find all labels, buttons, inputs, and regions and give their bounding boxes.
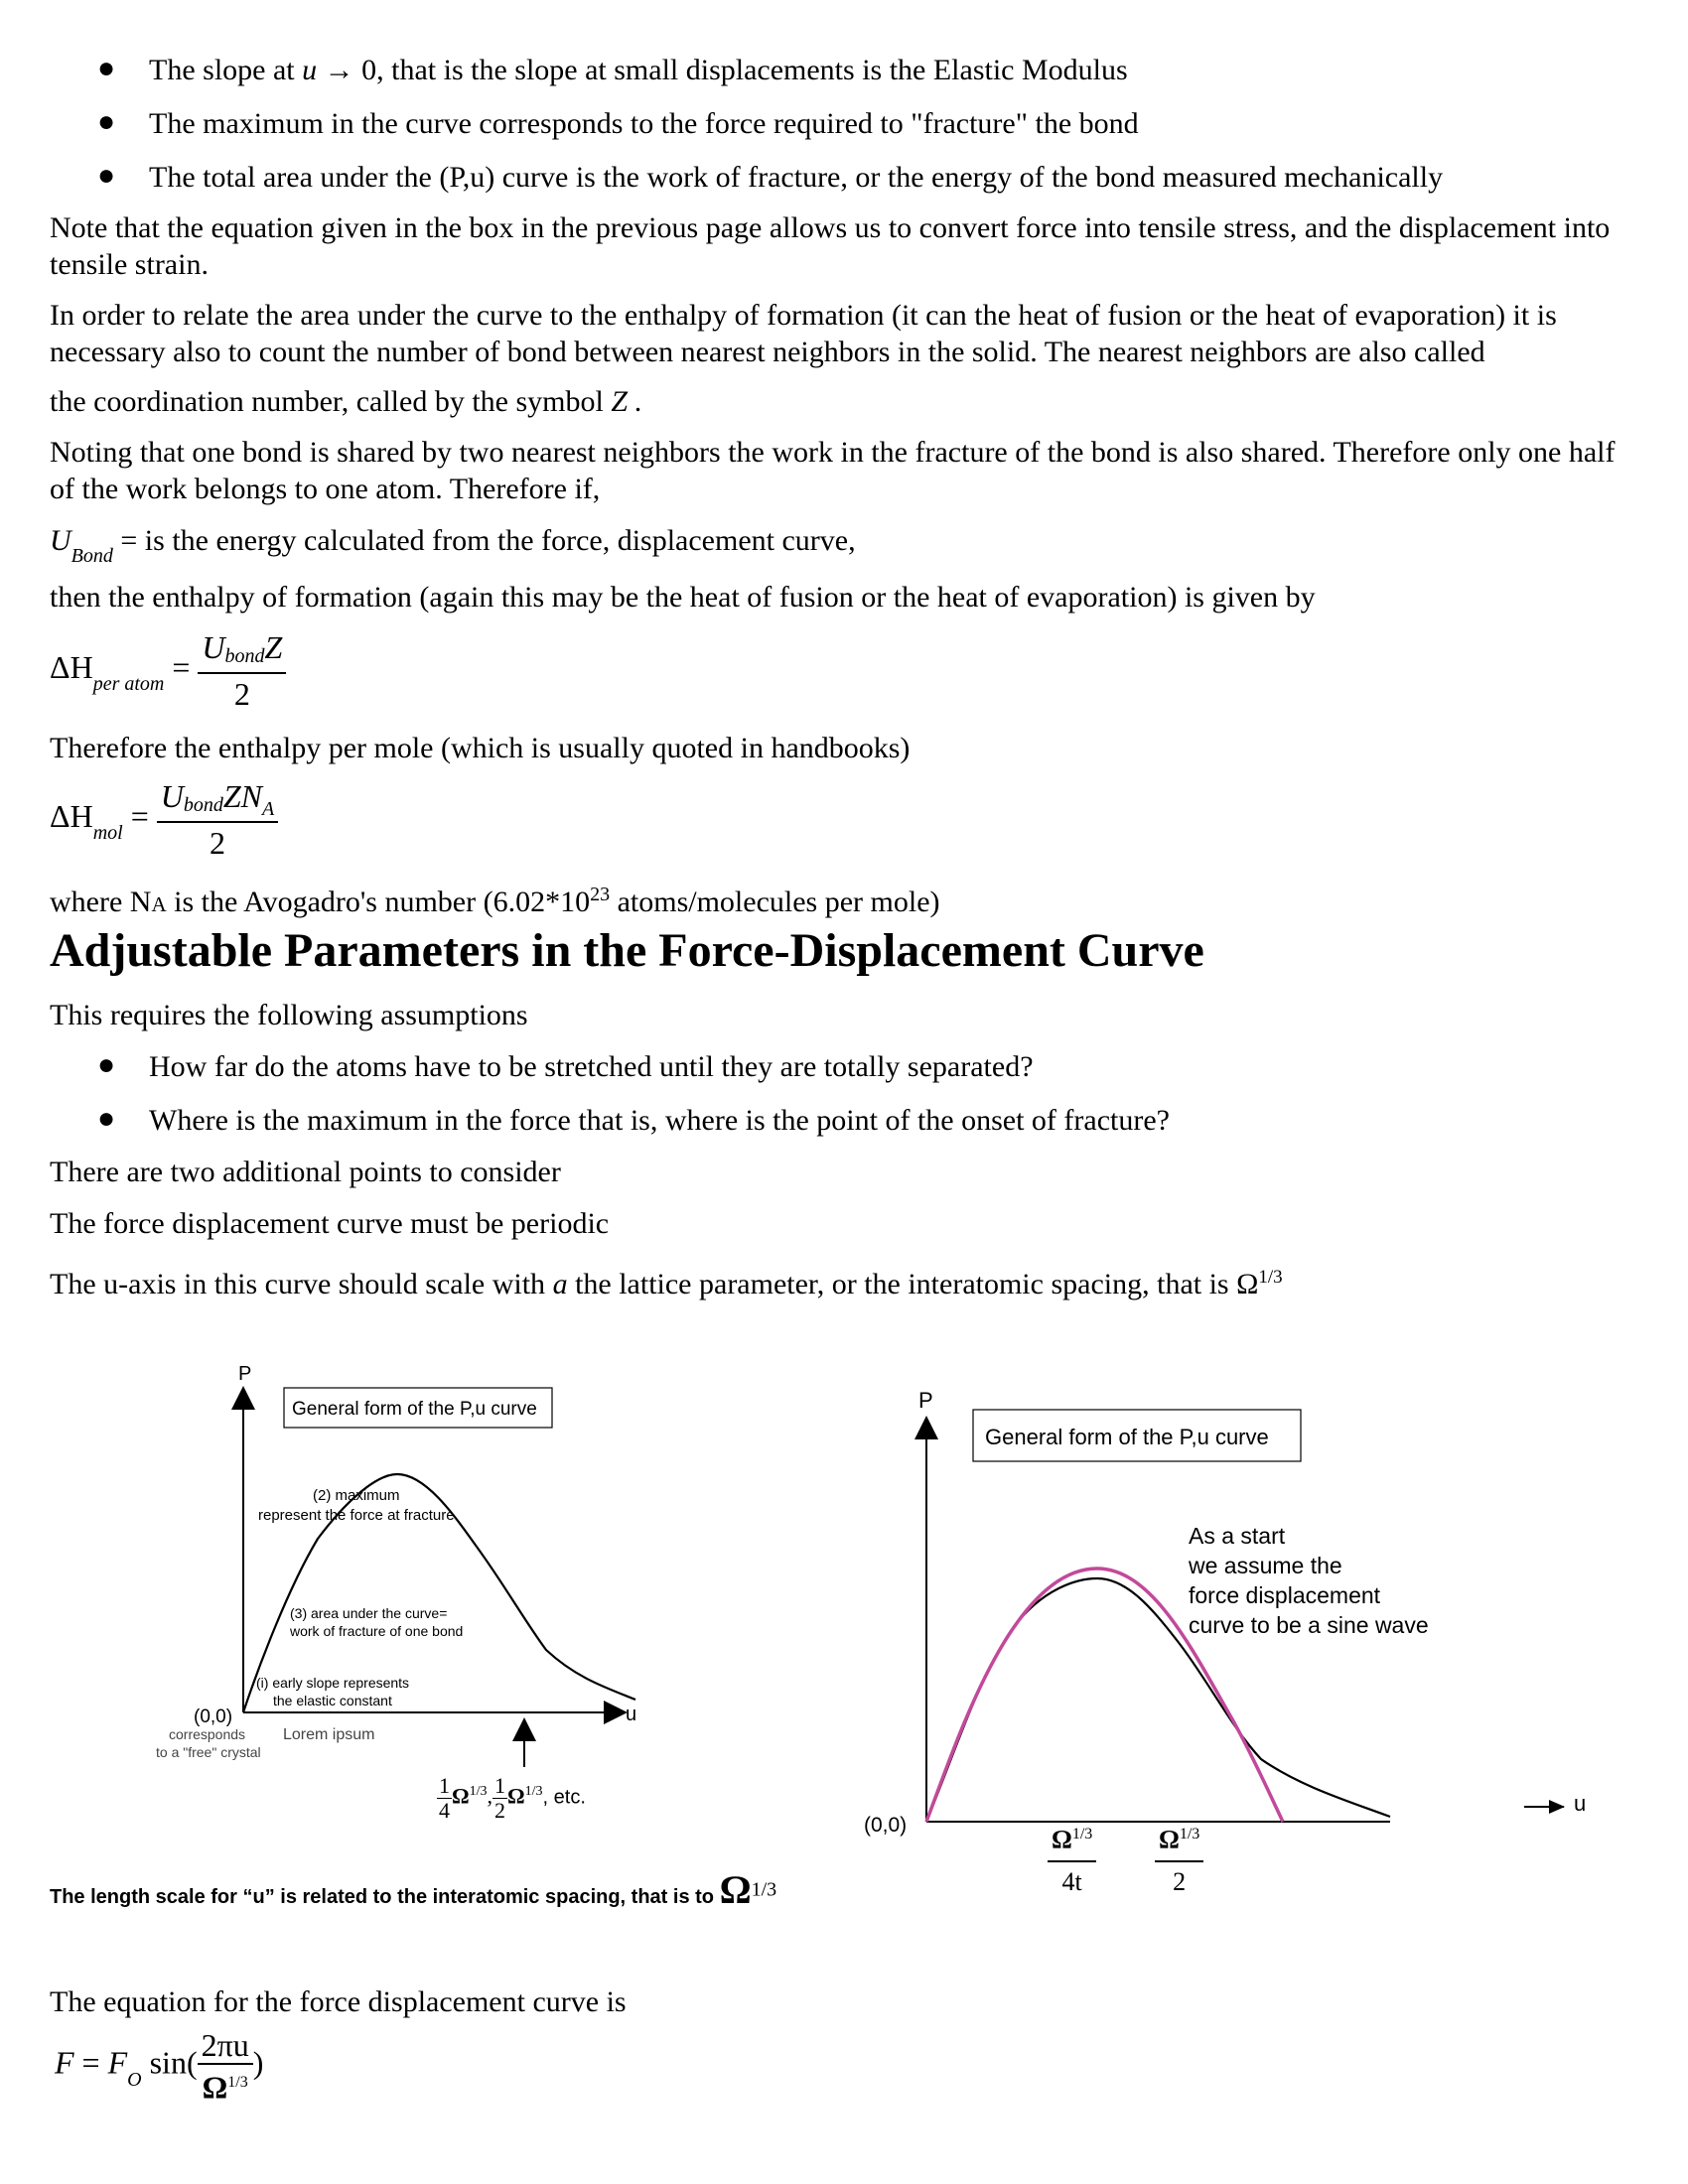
paragraph-noting: Noting that one bond is shared by two nearest neighbors the work in the fracture of the bond is also shared. Therefore only one half of the work belongs to one atom. Therefore if, [50, 436, 1616, 505]
figure-title: General form of the P,u curve [985, 1425, 1269, 1449]
origin-note: corresponds [169, 1726, 246, 1742]
bullet-text: The maximum in the curve corresponds to the force required to "fracture" the bond [149, 107, 1139, 140]
bullet-item [0, 105, 1688, 143]
origin-label: (0,0) [864, 1814, 908, 1837]
bullet-text: The total area under the (P,u) curve is the work of fracture, or the energy of the bond measured mechanically [149, 161, 1444, 194]
bullet-item [0, 1102, 1688, 1140]
bullet-marker: ● [97, 1048, 116, 1081]
ubond-definition: $U_{Bond}$ = is the energy calculated from the force, displacement curve, [50, 524, 856, 567]
tick-label-quarter: $\Omega^{1/3}$ 4t [1048, 1815, 1096, 1902]
annotation-maximum: (2) maximum [313, 1487, 400, 1504]
bullet-item [0, 52, 1688, 89]
avogadro-line: where NA is the Avogadro's number ($6.02*10^{23}$ atoms/molecules per mole) [50, 884, 940, 918]
paragraph-therefore: Therefore the enthalpy per mole (which is usually quoted in handbooks) [50, 732, 911, 764]
paragraph-note: Note that the equation given in the box in the previous page allows us to convert force into tensile stress, and the displacement into tensile strain. [50, 211, 1611, 281]
bullet-marker: ● [97, 159, 116, 192]
bullet-marker: ● [97, 1102, 116, 1135]
bullet-marker: ● [97, 52, 116, 84]
equation-enthalpy-per-mole: $\Delta H_{mol}$ = $\frac{UbondZN_A}{2}$ [50, 776, 278, 863]
figure-title: General form of the P,u curve [292, 1399, 537, 1420]
annotation-area-desc: work of fracture of one bond [290, 1623, 464, 1639]
paragraph-requires: This requires the following assumptions [50, 999, 528, 1031]
note-line: force displacement [1189, 1582, 1381, 1608]
paragraph-order-end: the coordination number, called by the symbol Z . [50, 385, 643, 418]
origin-note-2: to a "free" crystal [156, 1744, 261, 1760]
equation-force-displacement: $F = F_O$ sin( $\frac{2\pi u}{\Omega^{1/3}}$ ) [55, 2027, 264, 2106]
x-axis-arrowhead [1549, 1800, 1565, 1814]
bullet-item [0, 159, 1688, 197]
annotation-slope-desc: the elastic constant [273, 1693, 392, 1708]
paragraph-equation: The equation for the force displacement curve is [50, 1985, 627, 2018]
figure-general-pu-curve [139, 1340, 774, 1767]
note-line: As a start [1189, 1523, 1286, 1549]
annotation-maximum-desc: represent the force at fracture [258, 1507, 455, 1524]
tick-fractions: $\frac{1}{4}$ $\Omega^{1/3}$, $\frac{1}{2}$ $\Omega^{1/3}$, etc. [439, 1773, 586, 1823]
bullet-text: How far do the atoms have to be stretched until they are totally separated? [149, 1050, 1034, 1083]
annotation-area: (3) area under the curve= [290, 1605, 448, 1621]
paragraph-uaxis: The u-axis in this curve should scale with a the lattice parameter, or the interatomic spacing, that is $\Omega^{1/3}$ [50, 1267, 1283, 1300]
annotation-slope: (i) early slope represents [256, 1675, 410, 1691]
bullet-marker: ● [97, 105, 116, 138]
section-heading: Adjustable Parameters in the Force-Displacement Curve [50, 924, 1204, 977]
axis-label-u: u [626, 1704, 637, 1725]
bullet-text: Where is the maximum in the force that is, where is the point of the onset of fracture? [149, 1104, 1170, 1137]
equation-enthalpy-per-atom: $\Delta H_{per atom}$ = $\frac{\text{UbondZ}}{2}$ [50, 627, 286, 714]
paragraph-periodic: The force displacement curve must be periodic [50, 1207, 610, 1240]
paragraph-order: In order to relate the area under the curve to the enthalpy of formation (it can the heat of fusion or the heat of evaporation) it is necessary also to count the number of bond between nearest neighbors in the solid. The nearest neighbors are also called [50, 299, 1557, 368]
tick-label-half: $\Omega^{1/3}$ 2 [1155, 1815, 1203, 1902]
axis-label-u: u [1574, 1791, 1587, 1816]
note-line: we assume the [1189, 1553, 1342, 1578]
lorem-label: Lorem ipsum [283, 1726, 375, 1743]
bullet-item [0, 1048, 1688, 1086]
paragraph-then: then the enthalpy of formation (again this may be the heat of fusion or the heat of evaporation) is given by [50, 581, 1316, 614]
paragraph-two: There are two additional points to consider [50, 1156, 561, 1188]
note-line: curve to be a sine wave [1189, 1612, 1429, 1638]
axis-label-p: P [918, 1388, 933, 1413]
symbol-z: Z . [611, 385, 643, 418]
figure-sine-approximation [854, 1380, 1609, 1916]
axis-label-p: P [238, 1363, 252, 1385]
bullet-text: The slope at u → 0, that is the slope at small displacements is the Elastic Modulus [149, 54, 1128, 86]
figure-caption: The length scale for “u” is related to the interatomic spacing, that is to $\Omega^{1/3}$ [50, 1867, 777, 1912]
origin-label: (0,0) [194, 1706, 233, 1727]
